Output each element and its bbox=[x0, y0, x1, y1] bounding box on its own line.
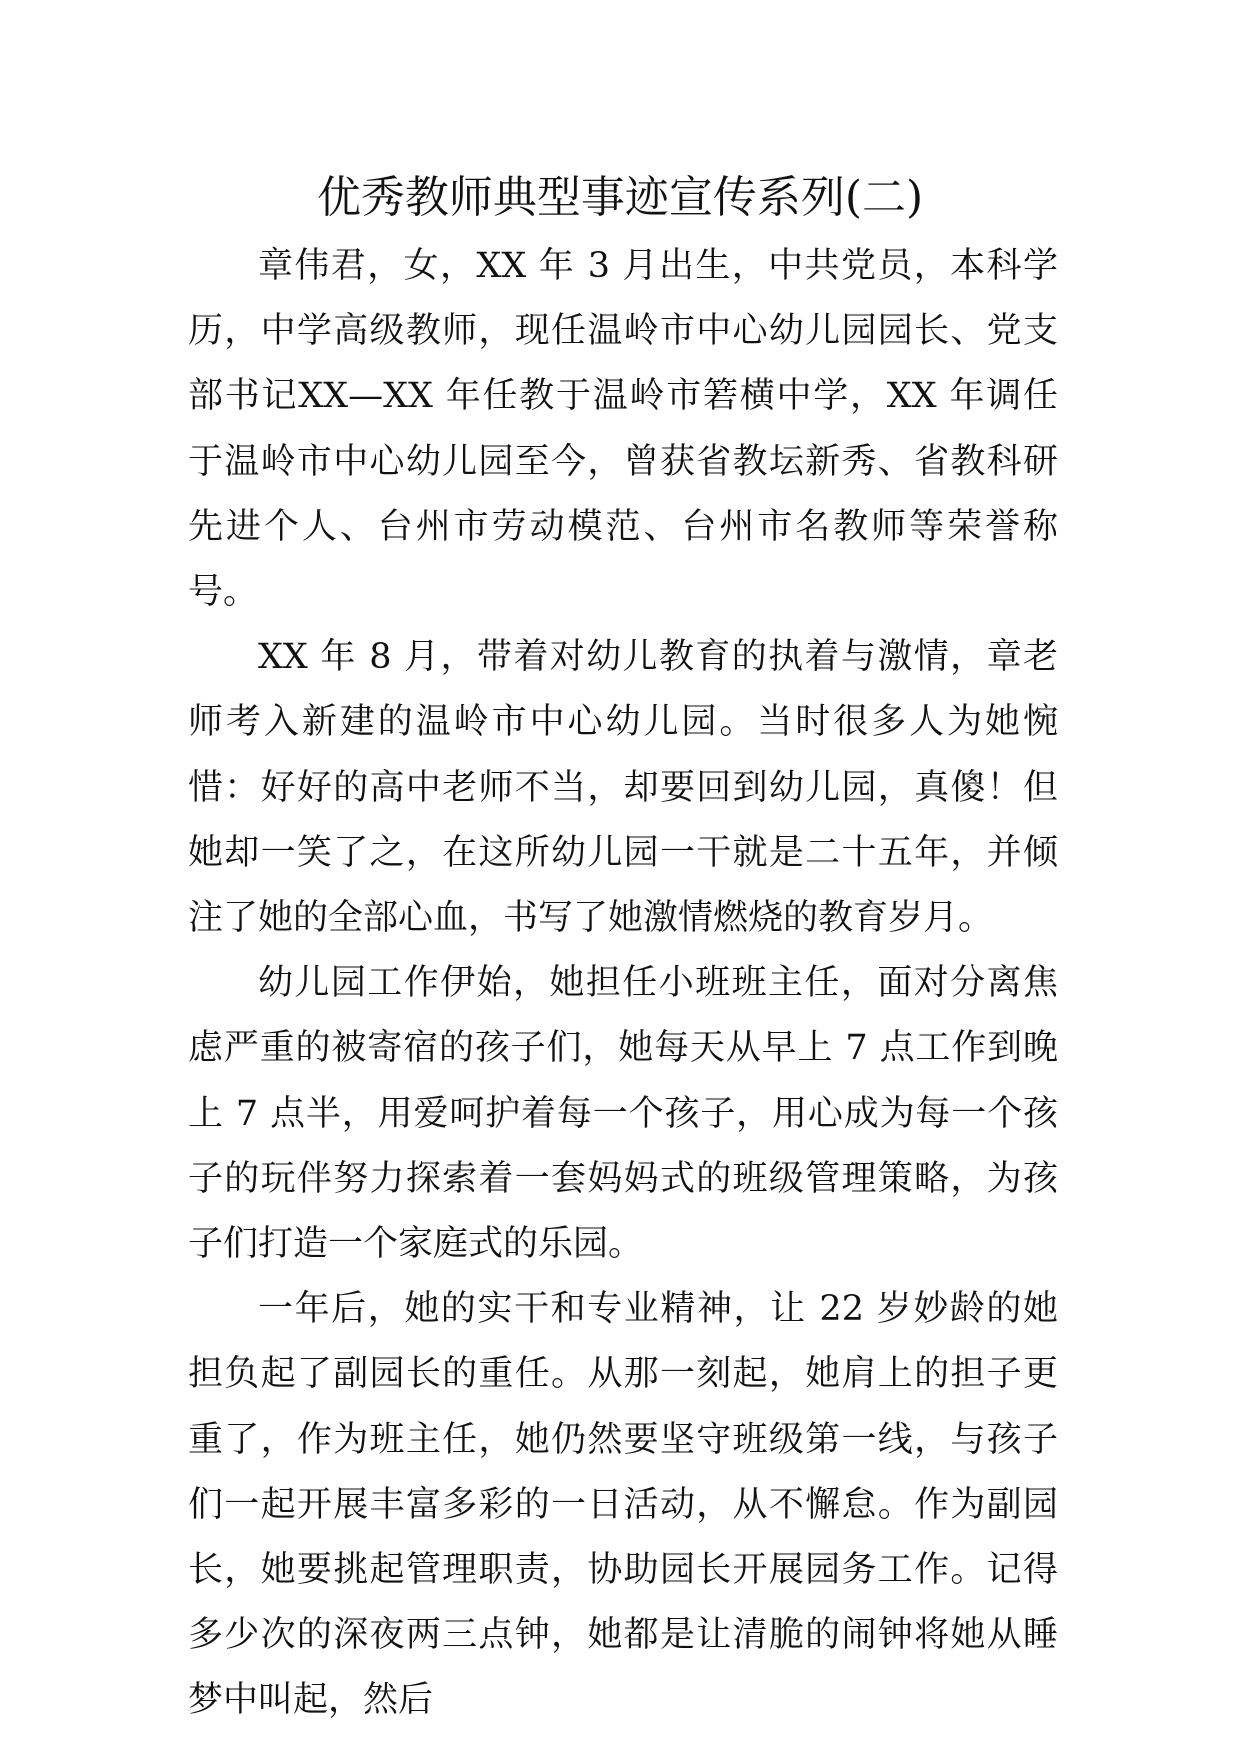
paragraph-2: XX 年 8 月，带着对幼儿教育的执着与激情，章老师考入新建的温岭市中心幼儿园。当时很多人为她惋惜：好好的高中老师不当，却要回到幼儿园，真傻！但她却一笑了之，在这所幼儿园一干就是二十五年，并倾注了她的全部心血，书写了她激情燃烧的教育岁月。 bbox=[188, 637, 1058, 939]
document-title: 优秀教师典型事迹宣传系列(二) bbox=[316, 172, 924, 223]
paragraph-1: 章伟君，女，XX 年 3 月出生，中共党员，本科学历，中学高级教师，现任温岭市中心幼儿园园长、党支部书记XX—XX 年任教于温岭市箬横中学，XX 年调任于温岭市中心幼儿园至今，曾获省教坛新秀、省教科研先进个人、台州市劳动模范、台州市名教师等荣誉称号。 bbox=[188, 246, 1058, 613]
paragraph-3: 幼儿园工作伊始，她担任小班班主任，面对分离焦虑严重的被寄宿的孩子们，她每天从早上 7 点工作到晚上 7 点半，用爱呵护着每一个孩子，用心成为每一个孩子的玩伴努力探索着一套妈妈式的班级管理策略，为孩子们打造一个家庭式的乐园。 bbox=[188, 963, 1058, 1265]
paragraph-4: 一年后，她的实干和专业精神，让 22 岁妙龄的她担负起了副园长的重任。从那一刻起，她肩上的担子更重了，作为班主任，她仍然要坚守班级第一线，与孩子们一起开展丰富多彩的一日活动，从不懈怠。作为副园长，她要挑起管理职责，协助园长开展园务工作。记得多少次的深夜两三点钟，她都是让清脆的闹钟将她从睡梦中叫起，然后 bbox=[188, 1289, 1058, 1721]
document-body bbox=[188, 234, 1058, 1734]
